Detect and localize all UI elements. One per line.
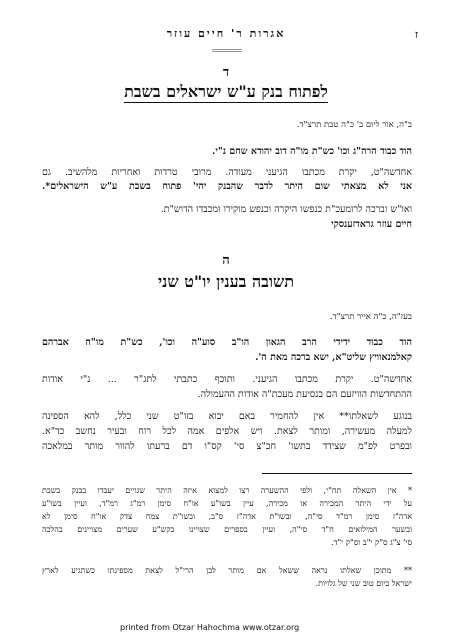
section-letter-1: ד bbox=[222, 65, 230, 80]
section-title-2: תשובה בענין יו"ט שני bbox=[157, 272, 295, 291]
body-line: אחדשה"ט. יקרת מכתבו הגיעני. ותוכף כתבתי לתג"ר ... נ"י אודות bbox=[42, 374, 412, 385]
library-stamp bbox=[212, 48, 242, 54]
closing-line: ואו"ש וברכה לרומעכ"ת כנפשו היקרה וכנפש מוקירו ומכבדו הדוש"ת. bbox=[160, 204, 412, 215]
greeting-1: הוד כבוד הרה"ג וכו' כש"ת מו"ה דוב יהודא שחם נ"י. bbox=[212, 146, 412, 157]
body-line: אני לא מצאתי שום היתר לדבר שהבנק יהי' פתוח בשבת ע"ש הישראלים*. bbox=[42, 181, 412, 192]
footnote-divider bbox=[262, 473, 412, 474]
footnote-line: ישראל ביום טוב שני של גלויות. bbox=[315, 579, 412, 588]
body-line: אחדשה"ט, יקרת מכתבו הגיעני מעודה. מרובי טרדות ואחריות מלהשיב. גם bbox=[42, 167, 412, 178]
body-line: ההתחדשות הוויזעם הם בנסיעת מעכת"ה אודות ההעמולה. bbox=[197, 389, 412, 400]
footnote-line: סי' צ"ג ס"ק י"ב וס"ק י"ד. bbox=[331, 538, 412, 547]
footnote-line: * אין השאלה תח"י, ולפי ההשערה רצו למצוא איזה היתר שגויים יעבדו בבנק בשבת bbox=[42, 486, 412, 495]
date-line-2: בעז"ה, כ"ה אייר תרצ"ד. bbox=[329, 312, 412, 322]
greeting-2: הוד כבוד ידידי הרב הגאון הו"ב סוע"ה וכו', כש"ת מו"ה אברהם bbox=[42, 337, 412, 348]
section-title-1-text: לפתוח בנק ע"ש ישראלים בשבת bbox=[124, 82, 328, 101]
running-title: אגרות ר' חיים עוזר bbox=[166, 27, 286, 40]
section-title-1 bbox=[0, 82, 452, 102]
signature: חיים עוזר גראדזענסקי bbox=[331, 219, 412, 230]
watermark-footer: printed from Otzar Hahochma www.otzar.org bbox=[120, 623, 300, 632]
footnote-line: ** מתוכן שאלתו נראה ששאל אם מותר לבן הרי"ל לצאת מספינתו כשתגיע לארץ bbox=[42, 566, 412, 575]
page-number: ז bbox=[414, 28, 418, 41]
section-letter-2: ה bbox=[222, 253, 230, 268]
footnote-line: אדה"ז סימן רמ"ד סי"ה, ובשו"ת אדה"ז ס"ב, ובשו"ת צמח צדק או"ח סימן לא bbox=[42, 512, 412, 521]
body-line: בנוגע לשאלתו** אין להחמיר באם יבוא בזו"ט שני כלל, להא הספינה bbox=[42, 411, 412, 422]
footnote-line: ובשער המילואים ח"ד סי"ה, ועיין בספרים שצויינו בקש"ע שערים מצויינים בהלכה bbox=[42, 525, 412, 534]
greeting-2: קאלמנאוויץ שליט"א, ישא ברכה מאת ה'. bbox=[255, 352, 412, 363]
body-line: ובפרט לפ"מ שצידד בתשו' חכ"צ סי' קס"ו דם ברעתו להוור מותר במלאכה bbox=[42, 441, 412, 452]
body-line: למעלה מעשירה, ומותר לצאת. ויש אלפים אמה לכל רוח ובעיר נחשב כד"א. bbox=[42, 426, 412, 437]
date-line-1: ב"ה, אור ליום ב' כ"ה טבת תרצ"ד. bbox=[296, 120, 412, 130]
footnote-line: על ידי היתר המכירה או מכירה, עיין בשו"ע או"ח סימן רמ"ג רמ"ד, ועיין בשו"ע bbox=[42, 499, 412, 508]
